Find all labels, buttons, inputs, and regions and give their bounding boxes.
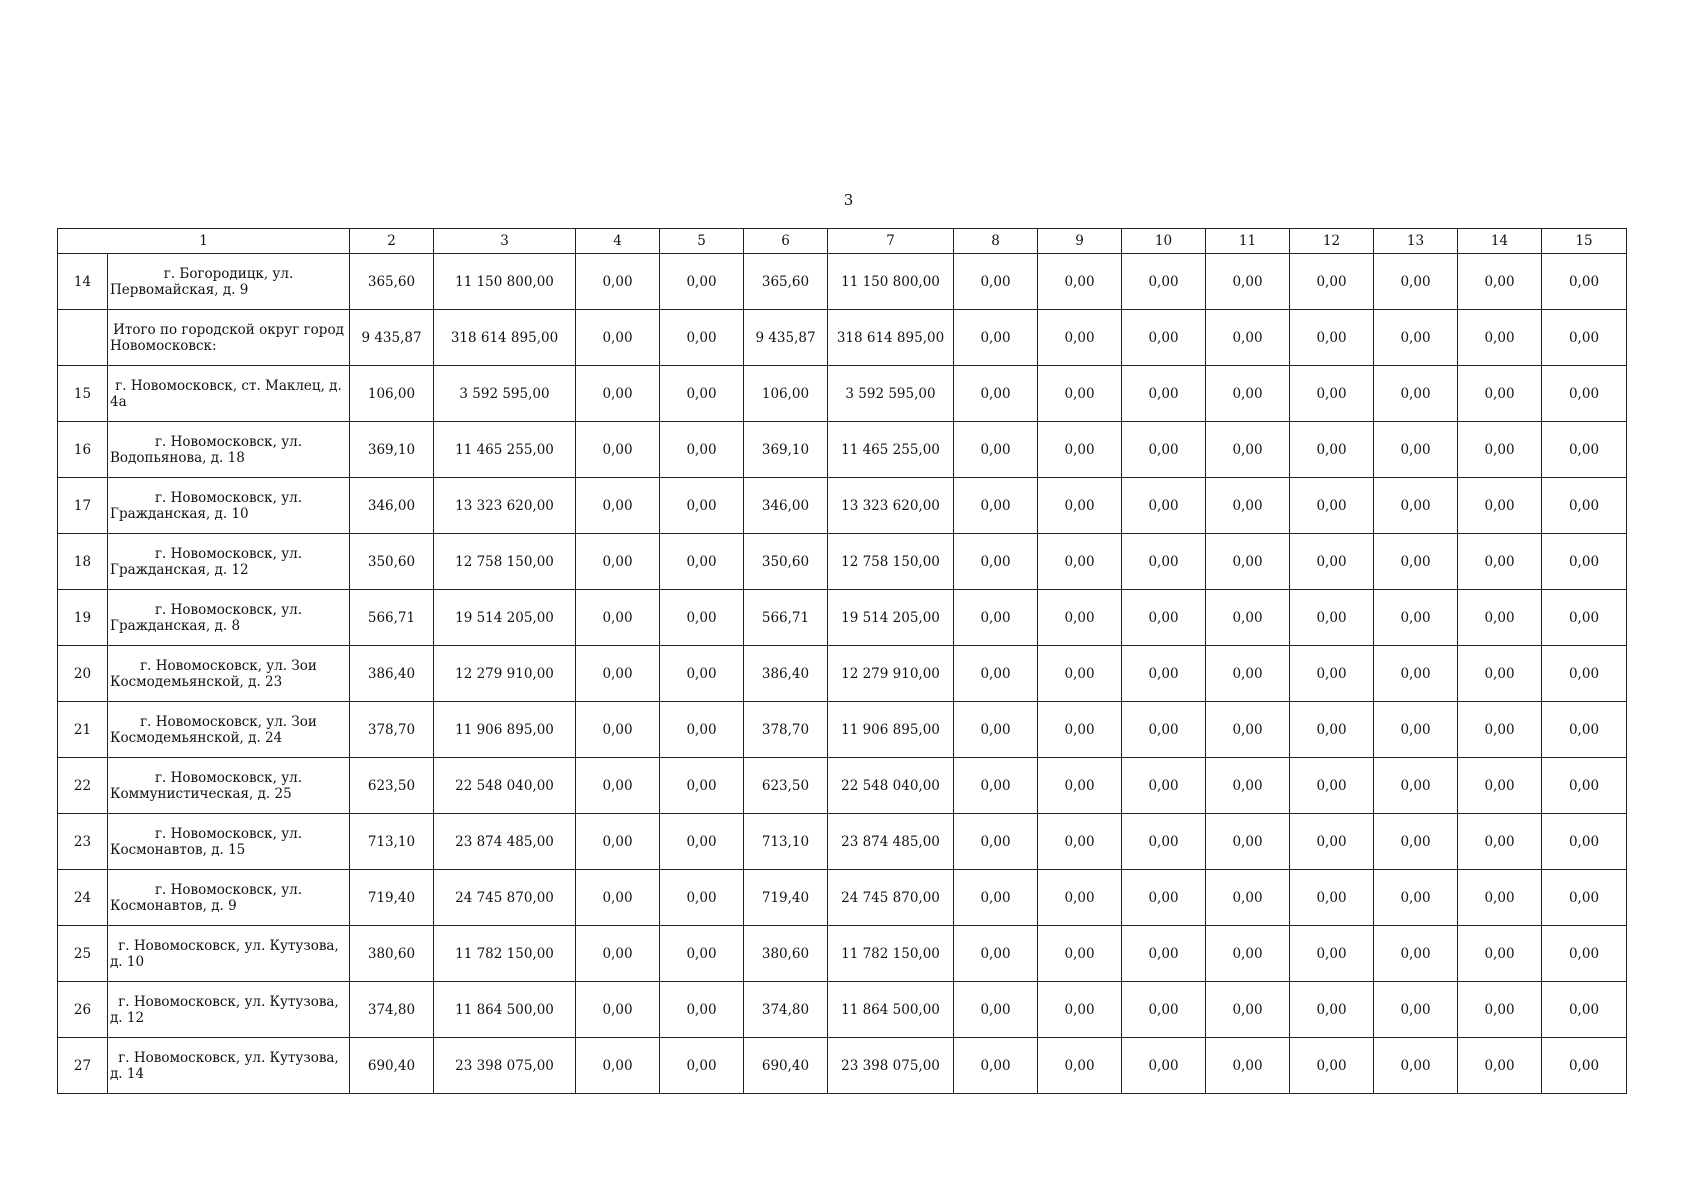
table-cell: 0,00 [1206, 366, 1290, 422]
table-cell: 0,00 [576, 366, 660, 422]
table-cell: 11 906 895,00 [434, 702, 576, 758]
table-cell: 0,00 [576, 422, 660, 478]
table-row [58, 646, 1627, 702]
table-cell: 11 782 150,00 [828, 926, 954, 982]
table-cell: 0,00 [954, 422, 1038, 478]
table-cell: 0,00 [1122, 646, 1206, 702]
column-header: 14 [1458, 229, 1542, 254]
table-cell: 19 514 205,00 [828, 590, 954, 646]
table-cell: 0,00 [1206, 926, 1290, 982]
table-row [58, 926, 1627, 982]
table-header [58, 229, 1627, 254]
table-cell: 0,00 [660, 534, 744, 590]
table-cell: 0,00 [1374, 702, 1458, 758]
table-cell: 0,00 [1122, 1038, 1206, 1094]
row-number [58, 310, 108, 366]
table-cell: 0,00 [1122, 478, 1206, 534]
table-cell: 566,71 [350, 590, 434, 646]
table-cell: 0,00 [576, 814, 660, 870]
table-cell: 623,50 [350, 758, 434, 814]
table-cell: 0,00 [1122, 926, 1206, 982]
table-cell: 0,00 [1542, 310, 1627, 366]
table-cell: 0,00 [1374, 478, 1458, 534]
row-number: 15 [58, 366, 108, 422]
table-row [58, 478, 1627, 534]
table-cell: 0,00 [660, 758, 744, 814]
table-cell: 0,00 [1038, 702, 1122, 758]
table-cell: 23 398 075,00 [434, 1038, 576, 1094]
page-number: 3 [843, 191, 854, 209]
table-cell: 0,00 [1206, 590, 1290, 646]
table-cell: 0,00 [954, 814, 1038, 870]
table-cell: 11 864 500,00 [434, 982, 576, 1038]
row-number: 24 [58, 870, 108, 926]
table-cell: 0,00 [954, 310, 1038, 366]
table-cell: 0,00 [954, 758, 1038, 814]
table-cell: 0,00 [576, 758, 660, 814]
row-address: г. Богородицк, ул. Первомайская, д. 9 [108, 254, 350, 310]
table-cell: 0,00 [1206, 422, 1290, 478]
table-cell: 0,00 [954, 534, 1038, 590]
row-number: 18 [58, 534, 108, 590]
table-cell: 0,00 [1038, 758, 1122, 814]
table-cell: 0,00 [660, 926, 744, 982]
table-cell: 350,60 [350, 534, 434, 590]
table-cell: 0,00 [1122, 758, 1206, 814]
column-header: 7 [828, 229, 954, 254]
table-cell: 365,60 [744, 254, 828, 310]
table-cell: 24 745 870,00 [828, 870, 954, 926]
row-number: 26 [58, 982, 108, 1038]
table-cell: 0,00 [1458, 1038, 1542, 1094]
table-cell: 11 465 255,00 [434, 422, 576, 478]
table-cell: 0,00 [1038, 1038, 1122, 1094]
table-cell: 0,00 [1206, 702, 1290, 758]
row-number: 21 [58, 702, 108, 758]
table-row [58, 366, 1627, 422]
row-number: 17 [58, 478, 108, 534]
table-cell: 0,00 [1122, 870, 1206, 926]
table-cell: 365,60 [350, 254, 434, 310]
table-row [58, 422, 1627, 478]
row-number: 27 [58, 1038, 108, 1094]
table-body [58, 254, 1627, 1094]
table-cell: 0,00 [1290, 926, 1374, 982]
table-cell: 318 614 895,00 [828, 310, 954, 366]
table-cell: 0,00 [1458, 254, 1542, 310]
table-cell: 3 592 595,00 [828, 366, 954, 422]
column-header: 9 [1038, 229, 1122, 254]
table-cell: 0,00 [1458, 926, 1542, 982]
column-header: 15 [1542, 229, 1627, 254]
table-cell: 0,00 [1458, 366, 1542, 422]
column-header: 6 [744, 229, 828, 254]
table-cell: 0,00 [1458, 646, 1542, 702]
table-cell: 0,00 [576, 702, 660, 758]
table-cell: 0,00 [660, 422, 744, 478]
table-cell: 9 435,87 [350, 310, 434, 366]
table-cell: 346,00 [744, 478, 828, 534]
table-cell: 0,00 [1374, 254, 1458, 310]
table-row [58, 310, 1627, 366]
table-cell: 0,00 [1542, 814, 1627, 870]
table-cell: 719,40 [744, 870, 828, 926]
column-header: 1 [58, 229, 350, 254]
table-row [58, 702, 1627, 758]
table-cell: 0,00 [1542, 590, 1627, 646]
table-cell: 0,00 [1458, 478, 1542, 534]
table-row [58, 534, 1627, 590]
table-cell: 0,00 [1542, 926, 1627, 982]
table-cell: 0,00 [1542, 422, 1627, 478]
table-cell: 12 758 150,00 [828, 534, 954, 590]
table-cell: 12 758 150,00 [434, 534, 576, 590]
table-cell: 0,00 [954, 254, 1038, 310]
table-cell: 0,00 [1458, 758, 1542, 814]
table-cell: 0,00 [1038, 926, 1122, 982]
table-cell: 0,00 [1374, 646, 1458, 702]
column-header: 5 [660, 229, 744, 254]
table-cell: 0,00 [1206, 310, 1290, 366]
table-cell: 0,00 [1290, 870, 1374, 926]
table-cell: 318 614 895,00 [434, 310, 576, 366]
table-cell: 13 323 620,00 [828, 478, 954, 534]
table-cell: 0,00 [1122, 702, 1206, 758]
table-cell: 0,00 [1122, 422, 1206, 478]
table-cell: 0,00 [1038, 814, 1122, 870]
table-cell: 19 514 205,00 [434, 590, 576, 646]
table-row [58, 590, 1627, 646]
table-cell: 0,00 [1458, 702, 1542, 758]
table-cell: 3 592 595,00 [434, 366, 576, 422]
table-cell: 11 465 255,00 [828, 422, 954, 478]
table-cell: 0,00 [954, 478, 1038, 534]
table-cell: 0,00 [1542, 870, 1627, 926]
table-cell: 0,00 [660, 310, 744, 366]
table-cell: 0,00 [576, 590, 660, 646]
table-cell: 690,40 [744, 1038, 828, 1094]
table-cell: 0,00 [1374, 366, 1458, 422]
table-cell: 0,00 [1290, 814, 1374, 870]
table-cell: 0,00 [1206, 646, 1290, 702]
table-cell: 0,00 [954, 926, 1038, 982]
table-cell: 713,10 [744, 814, 828, 870]
table-cell: 0,00 [1374, 758, 1458, 814]
table-row [58, 982, 1627, 1038]
table-cell: 0,00 [1038, 646, 1122, 702]
table-cell: 346,00 [350, 478, 434, 534]
row-address: г. Новомосковск, ул. Зои Космодемьянской, д. 24 [108, 702, 350, 758]
table-cell: 0,00 [1374, 534, 1458, 590]
table-cell: 11 782 150,00 [434, 926, 576, 982]
table-cell: 0,00 [1038, 478, 1122, 534]
table-cell: 22 548 040,00 [828, 758, 954, 814]
table-cell: 12 279 910,00 [828, 646, 954, 702]
table-cell: 369,10 [350, 422, 434, 478]
table-cell: 0,00 [1122, 254, 1206, 310]
table-cell: 0,00 [1542, 478, 1627, 534]
table-row [58, 758, 1627, 814]
table-cell: 0,00 [1038, 254, 1122, 310]
table-cell: 0,00 [1038, 310, 1122, 366]
row-address: Итого по городской округ город Новомосковск: [108, 310, 350, 366]
table-cell: 106,00 [744, 366, 828, 422]
table-cell: 9 435,87 [744, 310, 828, 366]
table-cell: 713,10 [350, 814, 434, 870]
table-cell: 12 279 910,00 [434, 646, 576, 702]
table-cell: 0,00 [576, 1038, 660, 1094]
table-cell: 0,00 [1458, 814, 1542, 870]
table-cell: 0,00 [1206, 758, 1290, 814]
table-cell: 11 150 800,00 [828, 254, 954, 310]
table-cell: 0,00 [1290, 310, 1374, 366]
table-cell: 22 548 040,00 [434, 758, 576, 814]
column-header: 10 [1122, 229, 1206, 254]
table-cell: 0,00 [1290, 478, 1374, 534]
table-cell: 0,00 [954, 702, 1038, 758]
table-cell: 0,00 [1542, 646, 1627, 702]
table-cell: 0,00 [576, 478, 660, 534]
table-cell: 0,00 [1374, 1038, 1458, 1094]
table-cell: 0,00 [660, 814, 744, 870]
table-cell: 24 745 870,00 [434, 870, 576, 926]
table-cell: 0,00 [660, 478, 744, 534]
row-address: г. Новомосковск, ул. Кутузова, д. 10 [108, 926, 350, 982]
table-cell: 0,00 [660, 982, 744, 1038]
table-row [58, 814, 1627, 870]
table-cell: 378,70 [350, 702, 434, 758]
column-header: 2 [350, 229, 434, 254]
row-address: г. Новомосковск, ул. Космонавтов, д. 15 [108, 814, 350, 870]
table-cell: 0,00 [1542, 982, 1627, 1038]
table-cell: 0,00 [1374, 814, 1458, 870]
table-row [58, 1038, 1627, 1094]
table-cell: 0,00 [1038, 982, 1122, 1038]
row-address: г. Новомосковск, ул. Кутузова, д. 12 [108, 982, 350, 1038]
column-header: 3 [434, 229, 576, 254]
table-cell: 380,60 [350, 926, 434, 982]
table-cell: 0,00 [1542, 366, 1627, 422]
table-cell: 0,00 [1206, 254, 1290, 310]
table-cell: 0,00 [1122, 366, 1206, 422]
data-table [57, 228, 1627, 1094]
table-cell: 11 906 895,00 [828, 702, 954, 758]
table-cell: 0,00 [576, 254, 660, 310]
row-address: г. Новомосковск, ул. Зои Космодемьянской, д. 23 [108, 646, 350, 702]
table-cell: 0,00 [660, 870, 744, 926]
column-header: 13 [1374, 229, 1458, 254]
table-cell: 0,00 [1122, 982, 1206, 1038]
row-address: г. Новомосковск, ул. Гражданская, д. 12 [108, 534, 350, 590]
table-cell: 374,80 [744, 982, 828, 1038]
table-cell: 0,00 [1122, 590, 1206, 646]
row-number: 25 [58, 926, 108, 982]
table-cell: 0,00 [1374, 590, 1458, 646]
table-cell: 0,00 [1038, 422, 1122, 478]
table-cell: 0,00 [1206, 814, 1290, 870]
table-cell: 0,00 [1458, 870, 1542, 926]
table-cell: 0,00 [1122, 534, 1206, 590]
table-cell: 0,00 [1542, 758, 1627, 814]
table-cell: 0,00 [660, 1038, 744, 1094]
table-cell: 0,00 [1374, 870, 1458, 926]
table-cell: 378,70 [744, 702, 828, 758]
table-cell: 0,00 [1290, 590, 1374, 646]
table-cell: 0,00 [1038, 366, 1122, 422]
table-cell: 0,00 [954, 366, 1038, 422]
table-cell: 0,00 [1122, 814, 1206, 870]
column-header: 11 [1206, 229, 1290, 254]
table-cell: 623,50 [744, 758, 828, 814]
table-cell: 0,00 [954, 1038, 1038, 1094]
table-cell: 0,00 [954, 590, 1038, 646]
row-address: г. Новомосковск, ул. Гражданская, д. 8 [108, 590, 350, 646]
table-cell: 0,00 [1038, 534, 1122, 590]
table-cell: 0,00 [576, 646, 660, 702]
table-cell: 0,00 [1206, 478, 1290, 534]
table-cell: 369,10 [744, 422, 828, 478]
table-row [58, 870, 1627, 926]
table-cell: 0,00 [1290, 758, 1374, 814]
row-number: 22 [58, 758, 108, 814]
table-cell: 11 864 500,00 [828, 982, 954, 1038]
table-cell: 0,00 [1374, 926, 1458, 982]
table-cell: 0,00 [1206, 534, 1290, 590]
row-address: г. Новомосковск, ул. Водопьянова, д. 18 [108, 422, 350, 478]
header-row [58, 229, 1627, 254]
table-cell: 0,00 [576, 926, 660, 982]
table-cell: 0,00 [1206, 982, 1290, 1038]
table-cell: 0,00 [1290, 1038, 1374, 1094]
table-cell: 374,80 [350, 982, 434, 1038]
table-cell: 380,60 [744, 926, 828, 982]
table-cell: 719,40 [350, 870, 434, 926]
table-cell: 0,00 [1374, 422, 1458, 478]
table-cell: 0,00 [1290, 422, 1374, 478]
row-number: 19 [58, 590, 108, 646]
table-cell: 0,00 [954, 982, 1038, 1038]
table-cell: 0,00 [1458, 310, 1542, 366]
table-cell: 0,00 [1290, 646, 1374, 702]
row-number: 16 [58, 422, 108, 478]
table-cell: 23 874 485,00 [434, 814, 576, 870]
table-cell: 0,00 [660, 702, 744, 758]
row-address: г. Новомосковск, ул. Кутузова, д. 14 [108, 1038, 350, 1094]
table-cell: 0,00 [1458, 422, 1542, 478]
table-cell: 0,00 [954, 870, 1038, 926]
column-header: 8 [954, 229, 1038, 254]
row-address: г. Новомосковск, ст. Маклец, д. 4а [108, 366, 350, 422]
table-cell: 690,40 [350, 1038, 434, 1094]
table-cell: 0,00 [1290, 366, 1374, 422]
table-row [58, 254, 1627, 310]
table-cell: 0,00 [1206, 1038, 1290, 1094]
row-address: г. Новомосковск, ул. Космонавтов, д. 9 [108, 870, 350, 926]
table-cell: 0,00 [576, 310, 660, 366]
table-cell: 0,00 [660, 366, 744, 422]
table-cell: 23 874 485,00 [828, 814, 954, 870]
table-cell: 106,00 [350, 366, 434, 422]
table-cell: 0,00 [1542, 1038, 1627, 1094]
row-number: 20 [58, 646, 108, 702]
table-cell: 0,00 [1458, 590, 1542, 646]
table-cell: 0,00 [576, 982, 660, 1038]
table-cell: 0,00 [1206, 870, 1290, 926]
table-cell: 0,00 [660, 590, 744, 646]
table-cell: 0,00 [660, 254, 744, 310]
table-cell: 0,00 [576, 870, 660, 926]
table-cell: 0,00 [1374, 310, 1458, 366]
table-cell: 0,00 [1374, 982, 1458, 1038]
table-cell: 0,00 [576, 534, 660, 590]
table-cell: 0,00 [660, 646, 744, 702]
table-cell: 0,00 [1458, 534, 1542, 590]
column-header: 12 [1290, 229, 1374, 254]
table-cell: 386,40 [744, 646, 828, 702]
table-cell: 0,00 [1038, 870, 1122, 926]
table-cell: 13 323 620,00 [434, 478, 576, 534]
row-number: 14 [58, 254, 108, 310]
table-cell: 0,00 [1290, 254, 1374, 310]
row-number: 23 [58, 814, 108, 870]
table-cell: 0,00 [1290, 982, 1374, 1038]
column-header: 4 [576, 229, 660, 254]
table-cell: 386,40 [350, 646, 434, 702]
table-cell: 0,00 [1542, 254, 1627, 310]
table-cell: 23 398 075,00 [828, 1038, 954, 1094]
table-cell: 0,00 [1038, 590, 1122, 646]
table-cell: 0,00 [1290, 702, 1374, 758]
table-cell: 0,00 [954, 646, 1038, 702]
table-cell: 0,00 [1542, 534, 1627, 590]
table-cell: 0,00 [1542, 702, 1627, 758]
table-cell: 0,00 [1290, 534, 1374, 590]
table-cell: 566,71 [744, 590, 828, 646]
row-address: г. Новомосковск, ул. Коммунистическая, д. 25 [108, 758, 350, 814]
table-cell: 0,00 [1122, 310, 1206, 366]
table-cell: 350,60 [744, 534, 828, 590]
row-address: г. Новомосковск, ул. Гражданская, д. 10 [108, 478, 350, 534]
table-cell: 0,00 [1458, 982, 1542, 1038]
table-cell: 11 150 800,00 [434, 254, 576, 310]
